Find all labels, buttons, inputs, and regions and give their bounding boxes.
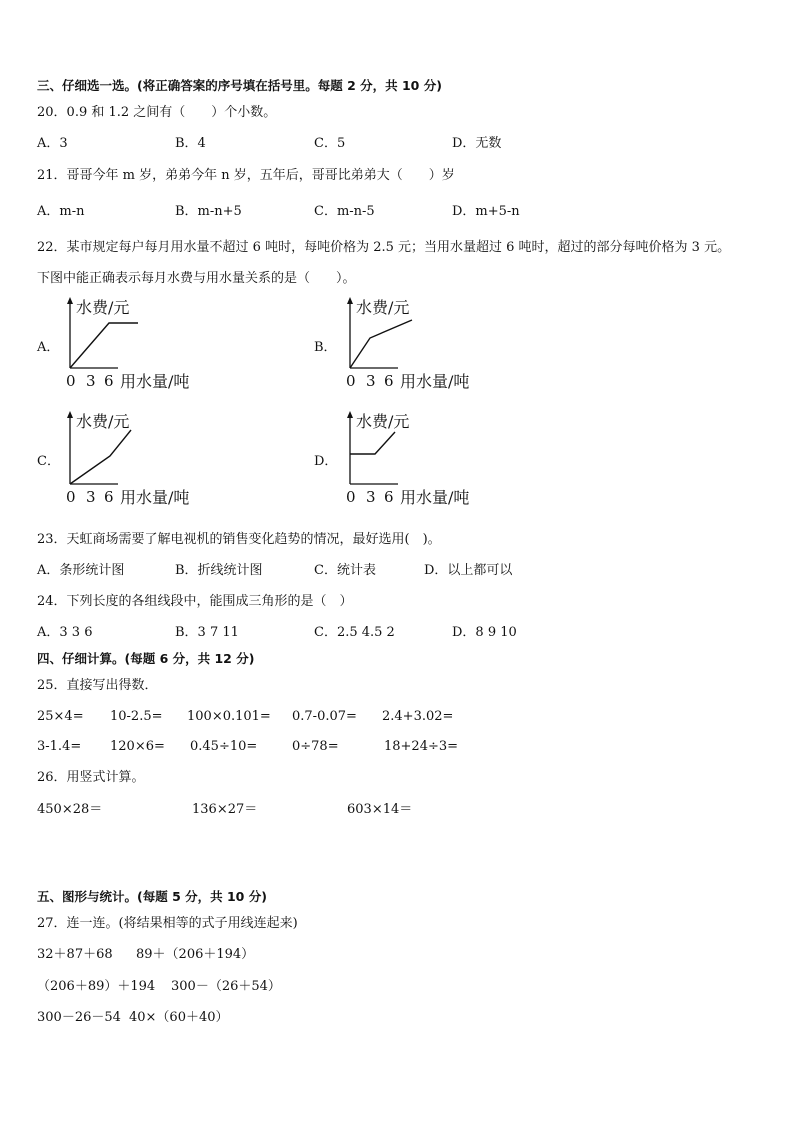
- q22-graph-a: [60, 296, 210, 400]
- graph-d-tick-0: 0: [346, 488, 356, 506]
- q22-option-a-letter: A．: [37, 340, 60, 355]
- q25-r1-item1: 25×4=: [37, 709, 84, 724]
- graph-a-tick-6: 6: [104, 372, 114, 390]
- q25-r1-item2: 10-2.5=: [110, 709, 163, 724]
- question-25: 25．直接写出得数．: [37, 678, 158, 693]
- q27-r3-left: 300－26－54: [37, 1010, 121, 1025]
- graph-b-x-label: 用水量/吨: [400, 372, 470, 391]
- graph-a-y-arrow: [67, 297, 73, 304]
- graph-d-tick-3: 3: [366, 488, 376, 506]
- q22-graph-d: [340, 410, 490, 514]
- q20-option-c: C．5: [314, 136, 346, 151]
- q21-option-a: A．m-n: [37, 204, 85, 219]
- question-22-line2: 下图中能正确表示每月水费与用水量关系的是（ ）。: [37, 271, 356, 286]
- graph-c-tick-3: 3: [86, 488, 96, 506]
- q20-option-a: A．3: [37, 136, 68, 151]
- question-21: 21．哥哥今年 m 岁，弟弟今年 n 岁，五年后，哥哥比弟弟大（ ）岁: [37, 168, 455, 183]
- graph-d-tick-6: 6: [384, 488, 394, 506]
- question-22-line1: 22．某市规定每户每月用水量不超过 6 吨时，每吨价格为 2.5 元；当用水量超过 6 吨时，超过的部分每吨价格为 3 元。: [37, 240, 731, 255]
- section-4-title: 四、仔细计算。(每题 6 分，共 12 分): [37, 651, 255, 666]
- graph-c-y-arrow: [67, 411, 73, 418]
- graph-b-tick-0: 0: [346, 372, 356, 390]
- graph-c-line: [70, 430, 131, 484]
- q27-r3-right: 40×（60＋40）: [129, 1010, 229, 1025]
- q25-r2-item4: 0÷78=: [292, 739, 339, 754]
- q25-r2-item1: 3-1.4=: [37, 739, 82, 754]
- q27-r1-left: 32＋87＋68: [37, 947, 113, 962]
- q24-option-a: A．3 3 6: [37, 625, 93, 640]
- graph-c-x-label: 用水量/吨: [120, 488, 190, 507]
- q22-option-b-letter: B．: [314, 340, 337, 355]
- q20-option-d: D．无数: [452, 136, 502, 151]
- q25-r1-item5: 2.4+3.02=: [382, 709, 454, 724]
- q26-item1: 450×28＝: [37, 802, 103, 817]
- graph-b-tick-3: 3: [366, 372, 376, 390]
- question-24: 24．下列长度的各组线段中，能围成三角形的是（ ）: [37, 594, 353, 609]
- question-27: 27．连一连。(将结果相等的式子用线连起来): [37, 916, 298, 931]
- q22-option-c-letter: C．: [37, 454, 60, 469]
- graph-b-line: [350, 320, 412, 368]
- q24-option-c: C．2.5 4.5 2: [314, 625, 395, 640]
- q27-r2-left: （206＋89）＋194: [37, 979, 156, 994]
- graph-c-tick-6: 6: [104, 488, 114, 506]
- section-3-title: 三、仔细选一选。(将正确答案的序号填在括号里。每题 2 分，共 10 分): [37, 78, 442, 93]
- q21-option-c: C．m-n-5: [314, 204, 375, 219]
- q23-option-d: D．以上都可以: [424, 563, 513, 578]
- graph-a-tick-0: 0: [66, 372, 76, 390]
- q22-option-d-letter: D．: [314, 454, 338, 469]
- q27-r2-right: 300－（26＋54）: [171, 979, 281, 994]
- q22-graph-b: [340, 296, 490, 400]
- graph-b-tick-6: 6: [384, 372, 394, 390]
- q24-option-b: B．3 7 11: [175, 625, 239, 640]
- question-23: 23．天虹商场需要了解电视机的销售变化趋势的情况，最好选用( )。: [37, 532, 441, 547]
- graph-b-y-label: 水费/元: [356, 298, 410, 317]
- graph-a-y-label: 水费/元: [76, 298, 130, 317]
- graph-a-line: [70, 323, 138, 368]
- q27-r1-right: 89＋（206＋194）: [136, 947, 255, 962]
- q20-option-b: B．4: [175, 136, 206, 151]
- q24-option-d: D．8 9 10: [452, 625, 517, 640]
- q25-r1-item4: 0.7-0.07=: [292, 709, 357, 724]
- graph-c-tick-0: 0: [66, 488, 76, 506]
- graph-a-tick-3: 3: [86, 372, 96, 390]
- q21-option-b: B．m-n+5: [175, 204, 242, 219]
- graph-d-x-label: 用水量/吨: [400, 488, 470, 507]
- q25-r1-item3: 100×0.101=: [187, 709, 271, 724]
- q23-option-b: B．折线统计图: [175, 563, 263, 578]
- q25-r2-item5: 18+24÷3=: [384, 739, 459, 754]
- graph-d-y-arrow: [347, 411, 353, 418]
- q25-r2-item2: 120×6=: [110, 739, 165, 754]
- question-26: 26．用竖式计算。: [37, 770, 145, 785]
- graph-d-y-label: 水费/元: [356, 412, 410, 431]
- q26-item3: 603×14＝: [347, 802, 413, 817]
- graph-b-y-arrow: [347, 297, 353, 304]
- section-5-title: 五、图形与统计。(每题 5 分，共 10 分): [37, 889, 267, 904]
- q23-option-a: A．条形统计图: [37, 563, 125, 578]
- graph-d-line: [350, 432, 395, 454]
- question-20: 20．0.9 和 1.2 之间有（ ）个小数。: [37, 105, 277, 120]
- graph-a-x-label: 用水量/吨: [120, 372, 190, 391]
- q21-option-d: D．m+5-n: [452, 204, 520, 219]
- q23-option-c: C．统计表: [314, 563, 376, 578]
- graph-c-y-label: 水费/元: [76, 412, 130, 431]
- q26-item2: 136×27＝: [192, 802, 258, 817]
- q22-graph-c: [60, 410, 210, 514]
- q25-r2-item3: 0.45÷10=: [190, 739, 258, 754]
